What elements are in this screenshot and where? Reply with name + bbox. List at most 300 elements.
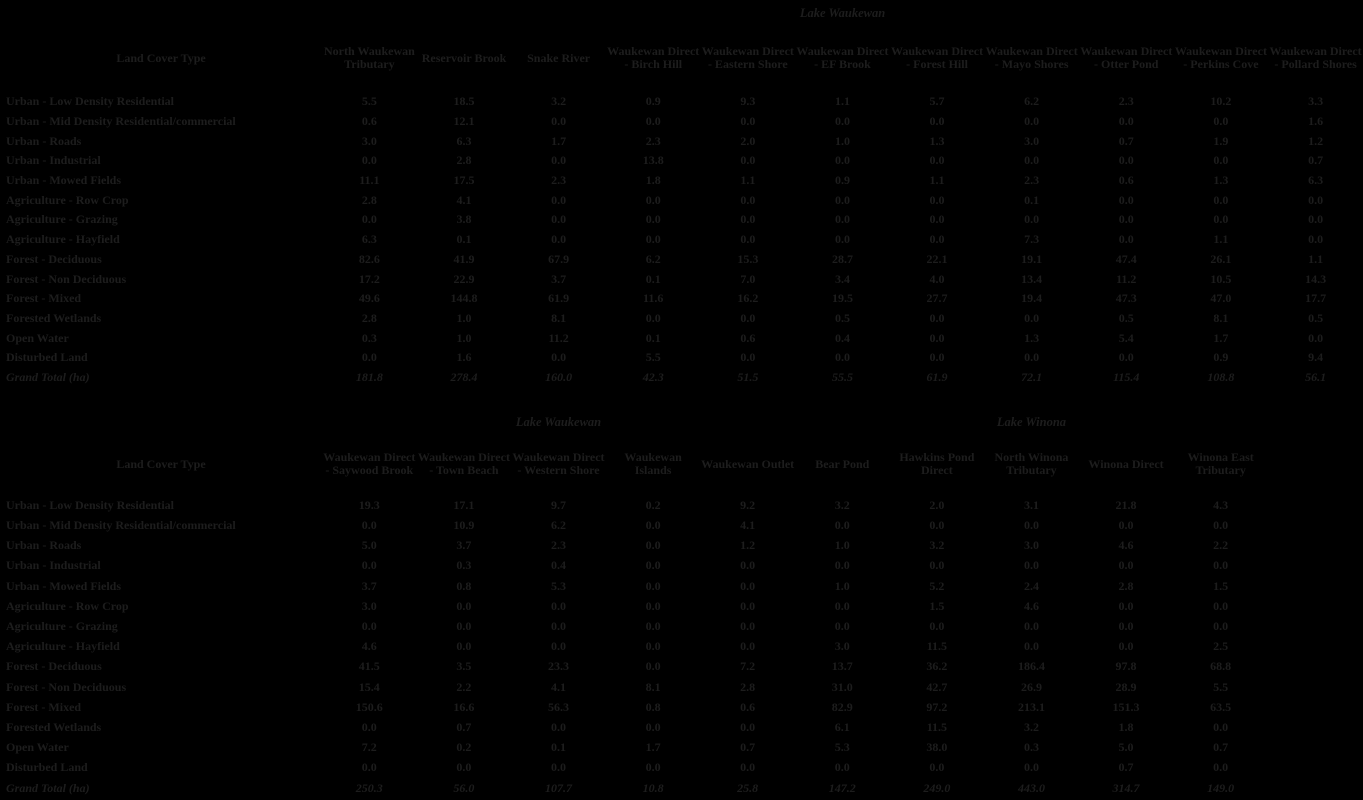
area-value: 0.0	[550, 619, 566, 634]
area-value: 56.3	[547, 699, 569, 714]
table-row	[0, 677, 1363, 697]
area-value: 0.0	[456, 619, 472, 634]
area-value: 31.0	[831, 679, 853, 694]
total-area-value: 107.7	[544, 780, 572, 795]
area-value: 9.4	[1308, 350, 1324, 365]
area-value: 13.4	[1021, 271, 1043, 286]
area-value: 1.0	[456, 310, 472, 325]
total-area-value: 56.0	[453, 780, 475, 795]
table-row	[0, 657, 1363, 677]
total-area-value: 72.1	[1021, 369, 1043, 384]
area-value: 0.0	[1118, 192, 1134, 207]
area-value: 7.3	[1024, 232, 1040, 247]
area-value: 3.2	[834, 497, 850, 512]
land-cover-type-label: Disturbed Land	[6, 350, 88, 365]
area-value: 0.0	[1308, 330, 1324, 345]
spacer	[1268, 576, 1363, 596]
table-row	[0, 758, 1363, 778]
area-value: 0.0	[1118, 114, 1134, 129]
land-cover-type-label: Agriculture - Hayfield	[6, 639, 120, 654]
area-value: 0.0	[740, 719, 756, 734]
area-value: 9.7	[550, 497, 566, 512]
area-value: 11.6	[643, 291, 664, 306]
area-value: 0.0	[645, 598, 661, 613]
area-value: 0.0	[551, 350, 567, 365]
table-row	[0, 309, 1363, 329]
area-value: 0.0	[1213, 518, 1229, 533]
area-value: 0.0	[645, 538, 661, 553]
area-value: 0.8	[456, 578, 472, 593]
area-value: 0.0	[1024, 350, 1040, 365]
area-value: 0.9	[834, 173, 850, 188]
area-value: 2.3	[550, 538, 566, 553]
table-row	[0, 717, 1363, 737]
land-cover-type-label: Forest - Mixed	[6, 699, 82, 714]
area-value: 5.5	[645, 350, 661, 365]
area-value: 0.1	[456, 232, 472, 247]
total-area-value: 56.1	[1305, 369, 1327, 384]
area-value: 0.0	[1118, 598, 1134, 613]
area-value: 11.2	[548, 330, 569, 345]
area-value: 13.8	[642, 153, 664, 168]
area-value: 28.9	[1115, 679, 1137, 694]
area-value: 97.8	[1115, 659, 1137, 674]
subwatershed-column-header: Reservoir Brook	[421, 50, 507, 65]
area-value: 0.0	[361, 153, 377, 168]
area-value: 0.0	[740, 212, 756, 227]
area-value: 4.6	[1118, 538, 1134, 553]
area-value: 0.0	[740, 639, 756, 654]
spacer	[1268, 758, 1363, 778]
area-value: 1.3	[1024, 330, 1040, 345]
area-value: 17.2	[358, 271, 380, 286]
area-value: 0.7	[1118, 760, 1134, 775]
subwatershed-column-header: Waukewan Direct - Eastern Shore	[701, 44, 794, 71]
area-value: 2.8	[1118, 578, 1134, 593]
area-value: 82.9	[831, 699, 853, 714]
subwatershed-column-header: Waukewan Direct - EF Brook	[796, 44, 889, 71]
area-value: 0.0	[929, 760, 945, 775]
area-value: 3.0	[834, 639, 850, 654]
land-cover-type-label: Urban - Mowed Fields	[6, 173, 121, 188]
area-value: 10.9	[453, 518, 475, 533]
lake-group-title: Lake Winona	[996, 414, 1067, 429]
area-value: 0.0	[645, 719, 661, 734]
area-value: 0.0	[834, 558, 850, 573]
land-cover-type-label: Grand Total (ha)	[6, 780, 90, 795]
area-value: 1.8	[1118, 719, 1134, 734]
area-value: 0.5	[834, 310, 850, 325]
area-value: 0.0	[740, 350, 756, 365]
land-cover-type-label: Urban - Mowed Fields	[6, 578, 121, 593]
table-row	[0, 250, 1363, 270]
total-area-value: 61.9	[926, 369, 948, 384]
area-value: 1.0	[456, 330, 472, 345]
subwatershed-column-header: Winona East Tributary	[1187, 450, 1254, 478]
spacer	[1268, 411, 1363, 433]
area-value: 0.2	[645, 497, 661, 512]
subwatershed-column-header: Waukewan Direct - Mayo Shores	[985, 44, 1078, 71]
land-cover-type-label: Urban - Roads	[6, 133, 82, 148]
subwatershed-column-header: Waukewan Direct - Western Shore	[512, 450, 605, 478]
land-cover-type-label: Forest - Non Deciduous	[6, 271, 127, 286]
area-value: 47.0	[1210, 291, 1232, 306]
area-value: 47.3	[1115, 291, 1137, 306]
area-value: 0.0	[740, 232, 756, 247]
area-value: 9.2	[740, 497, 756, 512]
area-value: 0.0	[929, 518, 945, 533]
area-value: 0.0	[1023, 558, 1039, 573]
area-value: 0.0	[551, 232, 567, 247]
area-value: 36.2	[926, 659, 948, 674]
area-value: 0.0	[834, 518, 850, 533]
area-value: 0.9	[645, 94, 661, 109]
lake-group-header-row	[0, 2, 1363, 24]
area-value: 7.2	[740, 659, 756, 674]
area-value: 49.6	[358, 291, 380, 306]
area-value: 0.4	[834, 330, 850, 345]
area-value: 0.0	[1118, 518, 1134, 533]
area-value: 0.0	[1024, 212, 1040, 227]
area-value: 1.1	[1308, 251, 1324, 266]
area-value: 0.0	[551, 212, 567, 227]
area-value: 0.7	[1118, 133, 1134, 148]
land-cover-type-label: Agriculture - Grazing	[6, 212, 118, 227]
area-value: 13.7	[831, 659, 853, 674]
area-value: 9.3	[740, 94, 756, 109]
table-row	[0, 637, 1363, 657]
area-value: 3.0	[361, 133, 377, 148]
area-value: 17.5	[453, 173, 475, 188]
table-row	[0, 151, 1363, 171]
area-value: 0.1	[550, 740, 566, 755]
area-value: 26.9	[1020, 679, 1042, 694]
area-value: 82.6	[358, 251, 380, 266]
area-value: 6.3	[456, 133, 472, 148]
area-value: 0.0	[740, 192, 756, 207]
area-value: 10.5	[1210, 271, 1232, 286]
area-value: 0.0	[645, 578, 661, 593]
total-area-value: 51.5	[737, 369, 759, 384]
land-cover-type-header: Land Cover Type	[116, 50, 206, 65]
area-value: 0.0	[740, 619, 756, 634]
area-value: 0.0	[645, 639, 661, 654]
corner-spacer	[0, 411, 322, 433]
area-value: 2.2	[1213, 538, 1229, 553]
area-value: 5.5	[361, 94, 377, 109]
area-value: 3.7	[456, 538, 472, 553]
area-value: 6.3	[1308, 173, 1324, 188]
total-area-value: 278.4	[450, 369, 478, 384]
area-value: 2.8	[361, 192, 377, 207]
area-value: 0.0	[361, 558, 377, 573]
subwatershed-column-header: North Winona Tributary	[994, 450, 1069, 478]
area-value: 0.9	[1213, 350, 1229, 365]
area-value: 5.4	[1118, 330, 1134, 345]
area-value: 0.0	[1118, 232, 1134, 247]
land-cover-table-waukewan-winona-subwatersheds	[0, 411, 1363, 798]
area-value: 0.0	[456, 598, 472, 613]
area-value: 0.0	[834, 760, 850, 775]
area-value: 0.8	[645, 699, 661, 714]
land-cover-type-label: Agriculture - Hayfield	[6, 232, 120, 247]
area-value: 2.0	[929, 497, 945, 512]
area-value: 0.0	[645, 212, 661, 227]
area-value: 11.5	[926, 719, 948, 734]
area-value: 5.2	[929, 578, 945, 593]
subwatershed-column-header: Waukewan Direct - Saywood Brook	[323, 450, 416, 478]
table-row	[0, 92, 1363, 112]
land-cover-type-label: Forest - Deciduous	[6, 659, 102, 674]
spacer	[1268, 717, 1363, 737]
area-value: 2.3	[1024, 173, 1040, 188]
land-cover-type-label: Disturbed Land	[6, 760, 88, 775]
land-cover-type-label: Open Water	[6, 740, 69, 755]
area-value: 41.5	[358, 659, 380, 674]
area-value: 1.3	[1213, 173, 1229, 188]
area-value: 3.2	[551, 94, 567, 109]
table-row	[0, 112, 1363, 132]
land-cover-type-label: Forest - Mixed	[6, 291, 82, 306]
area-value: 0.0	[645, 659, 661, 674]
area-value: 1.1	[929, 173, 945, 188]
area-value: 0.0	[1213, 558, 1229, 573]
area-value: 0.0	[645, 310, 661, 325]
spacer	[1268, 657, 1363, 677]
subwatershed-column-header: Waukewan Direct - Birch Hill	[607, 44, 700, 71]
area-value: 0.0	[1213, 760, 1229, 775]
lake-group-title: Lake Waukewan	[515, 414, 602, 429]
area-value: 3.4	[834, 271, 850, 286]
column-header-row	[0, 433, 1363, 495]
area-value: 0.0	[551, 114, 567, 129]
area-value: 1.3	[929, 133, 945, 148]
corner-spacer	[0, 2, 322, 24]
spacer	[1268, 738, 1363, 758]
area-value: 0.1	[645, 330, 661, 345]
area-value: 17.1	[453, 497, 475, 512]
area-value: 0.0	[929, 310, 945, 325]
area-value: 0.3	[1023, 740, 1039, 755]
land-cover-type-label: Forested Wetlands	[6, 719, 102, 734]
area-value: 2.3	[1118, 94, 1134, 109]
area-value: 0.7	[1308, 153, 1324, 168]
area-value: 4.6	[1023, 598, 1039, 613]
area-value: 0.0	[929, 153, 945, 168]
lake-group-title: Lake Waukewan	[799, 5, 886, 20]
area-value: 97.2	[926, 699, 948, 714]
area-value: 0.0	[1213, 598, 1229, 613]
area-value: 1.1	[740, 173, 756, 188]
area-value: 6.2	[1024, 94, 1040, 109]
area-value: 0.0	[834, 350, 850, 365]
area-value: 0.0	[550, 639, 566, 654]
land-cover-type-label: Urban - Mid Density Residential/commercial	[6, 518, 236, 533]
spacer	[1268, 637, 1363, 657]
land-cover-type-label: Agriculture - Grazing	[6, 619, 118, 634]
land-cover-type-label: Agriculture - Row Crop	[6, 192, 129, 207]
land-cover-type-label: Urban - Mid Density Residential/commercial	[6, 114, 236, 129]
area-value: 0.0	[1213, 719, 1229, 734]
area-value: 38.0	[926, 740, 948, 755]
area-value: 0.0	[929, 192, 945, 207]
area-value: 1.5	[929, 598, 945, 613]
area-value: 0.0	[1023, 518, 1039, 533]
area-value: 1.2	[1308, 133, 1324, 148]
area-value: 0.0	[1023, 639, 1039, 654]
area-value: 0.0	[1023, 619, 1039, 634]
subwatershed-column-header: Winona Direct	[1088, 456, 1164, 471]
area-value: 15.4	[358, 679, 380, 694]
land-cover-type-label: Urban - Industrial	[6, 153, 101, 168]
area-value: 0.0	[361, 212, 377, 227]
area-value: 16.2	[737, 291, 759, 306]
total-area-value: 160.0	[545, 369, 573, 384]
area-value: 1.1	[834, 94, 850, 109]
area-value: 7.2	[361, 740, 377, 755]
area-value: 151.3	[1112, 699, 1140, 714]
table-row	[0, 210, 1363, 230]
area-value: 0.5	[1308, 310, 1324, 325]
table-row	[0, 616, 1363, 636]
area-value: 17.7	[1305, 291, 1327, 306]
area-value: 0.0	[361, 719, 377, 734]
area-value: 3.7	[361, 578, 377, 593]
area-value: 4.0	[929, 271, 945, 286]
area-value: 1.7	[645, 740, 661, 755]
table-row	[0, 738, 1363, 758]
area-value: 1.0	[834, 133, 850, 148]
land-cover-type-label: Agriculture - Row Crop	[6, 598, 129, 613]
land-cover-type-header: Land Cover Type	[116, 456, 206, 471]
spacer	[1268, 616, 1363, 636]
area-value: 61.9	[548, 291, 570, 306]
land-cover-type-label: Open Water	[6, 330, 69, 345]
area-value: 0.1	[1024, 192, 1040, 207]
area-value: 4.1	[740, 518, 756, 533]
area-value: 0.0	[1118, 639, 1134, 654]
total-area-value: 108.8	[1207, 369, 1235, 384]
area-value: 15.3	[737, 251, 759, 266]
area-value: 6.3	[361, 232, 377, 247]
area-value: 0.0	[1024, 114, 1040, 129]
area-value: 0.0	[1213, 212, 1229, 227]
area-value: 0.0	[645, 558, 661, 573]
area-value: 0.0	[929, 558, 945, 573]
total-area-value: 115.4	[1113, 369, 1140, 384]
area-value: 0.0	[1024, 153, 1040, 168]
spacer	[1268, 556, 1363, 576]
subwatershed-column-header: Snake River	[527, 50, 591, 65]
spacer	[1268, 433, 1363, 495]
area-value: 28.7	[831, 251, 853, 266]
subwatershed-column-header: Waukewan Direct - Otter Pond	[1080, 44, 1173, 71]
area-value: 5.3	[550, 578, 566, 593]
area-value: 144.8	[450, 291, 478, 306]
area-value: 0.0	[551, 153, 567, 168]
table-row	[0, 328, 1363, 348]
area-value: 0.0	[550, 598, 566, 613]
area-value: 1.1	[1213, 232, 1229, 247]
area-value: 0.0	[740, 760, 756, 775]
area-value: 5.0	[1118, 740, 1134, 755]
area-value: 0.0	[1118, 212, 1134, 227]
area-value: 0.0	[929, 114, 945, 129]
total-area-value: 55.5	[831, 369, 853, 384]
area-value: 19.5	[831, 291, 853, 306]
area-value: 0.0	[645, 619, 661, 634]
total-area-value: 250.3	[355, 780, 383, 795]
area-value: 0.6	[740, 330, 756, 345]
area-value: 3.2	[929, 538, 945, 553]
spacer	[1268, 697, 1363, 717]
area-value: 19.3	[358, 497, 380, 512]
area-value: 2.8	[456, 153, 472, 168]
table-row	[0, 230, 1363, 250]
subwatershed-column-header: Waukewan Direct - Perkins Cove	[1174, 44, 1267, 71]
area-value: 2.5	[1213, 639, 1229, 654]
land-cover-type-label: Urban - Low Density Residential	[6, 94, 175, 109]
area-value: 1.6	[456, 350, 472, 365]
area-value: 22.9	[453, 271, 475, 286]
land-cover-type-label: Grand Total (ha)	[6, 369, 90, 384]
land-cover-type-label: Forested Wetlands	[6, 310, 102, 325]
area-value: 23.3	[547, 659, 569, 674]
area-value: 3.3	[1308, 94, 1324, 109]
area-value: 5.7	[929, 94, 945, 109]
area-value: 0.7	[1213, 740, 1229, 755]
total-area-value: 147.2	[828, 780, 856, 795]
area-value: 0.0	[645, 114, 661, 129]
area-value: 4.1	[456, 192, 472, 207]
area-value: 2.4	[1023, 578, 1039, 593]
table-row	[0, 556, 1363, 576]
area-value: 0.0	[929, 619, 945, 634]
spacer	[1268, 536, 1363, 556]
area-value: 0.4	[550, 558, 566, 573]
subwatershed-column-header: Waukewan Islands	[624, 450, 682, 478]
area-value: 0.0	[1118, 558, 1134, 573]
area-value: 11.1	[359, 173, 380, 188]
grand-total-row	[0, 778, 1363, 798]
area-value: 0.3	[361, 330, 377, 345]
subwatershed-column-header: Waukewan Direct - Town Beach	[417, 450, 510, 478]
area-value: 5.0	[361, 538, 377, 553]
area-value: 0.0	[361, 760, 377, 775]
area-value: 0.2	[456, 740, 472, 755]
area-value: 1.7	[551, 133, 567, 148]
area-value: 2.3	[551, 173, 567, 188]
area-value: 3.8	[456, 212, 472, 227]
area-value: 1.0	[834, 538, 850, 553]
area-value: 3.5	[456, 659, 472, 674]
area-value: 19.4	[1021, 291, 1043, 306]
area-value: 0.3	[456, 558, 472, 573]
table-row	[0, 289, 1363, 309]
area-value: 4.3	[1213, 497, 1229, 512]
table-row	[0, 269, 1363, 289]
area-value: 7.0	[740, 271, 756, 286]
area-value: 1.2	[740, 538, 756, 553]
spacer	[1268, 778, 1363, 798]
subwatershed-column-header: Waukewan Outlet	[701, 456, 795, 471]
table-row	[0, 190, 1363, 210]
area-value: 10.2	[1210, 94, 1232, 109]
area-value: 213.1	[1017, 699, 1045, 714]
area-value: 0.0	[550, 760, 566, 775]
total-area-value: 249.0	[923, 780, 951, 795]
total-area-value: 443.0	[1017, 780, 1045, 795]
